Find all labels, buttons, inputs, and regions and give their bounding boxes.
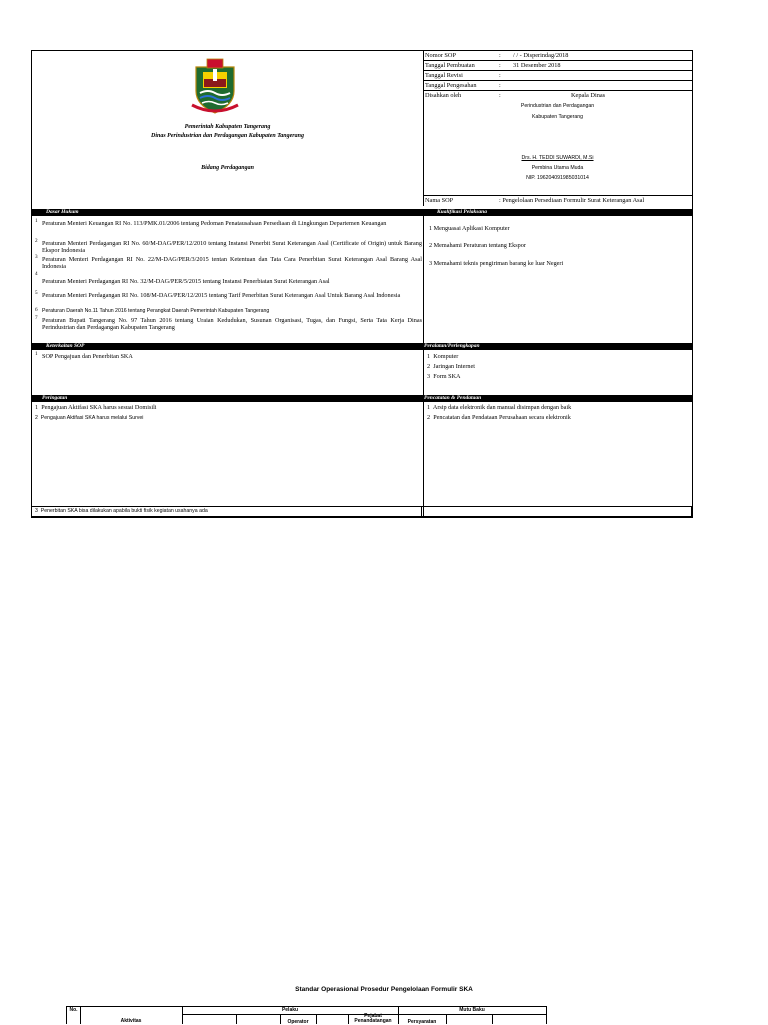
meta-nomor-sop: Nomor SOP : / / - Disperindag/2018: [423, 51, 692, 61]
col-mutu-baku: Mutu Baku: [459, 1007, 485, 1013]
peralatan-item: 2 Jaringan Internet: [427, 363, 475, 370]
section-bar-1: [32, 209, 692, 216]
peralatan-item: 1 Komputer: [427, 353, 459, 360]
column-divider: [423, 209, 424, 517]
section-bar-2: [32, 343, 692, 350]
official-rank: Pembina Utama Muda: [531, 165, 584, 171]
dasar-hukum-item: Peraturan Menteri Perdagangan RI No. 60/M-DAG/PER/12/2010 tentang Instansi Penerbit Surat Keterangan Asal (Certificate of Origin) untuk Barang Ekspor Indonesia: [42, 240, 422, 254]
kualifikasi-item: 1 Menguasai Aplikasi Komputer: [429, 225, 510, 232]
dasar-hukum-title: Dasar Hukum: [46, 209, 79, 215]
col-operator: Operator: [287, 1019, 309, 1025]
dasar-hukum-item: Peraturan Daerah No.11 Tahun 2016 tentang Perangkat Daerah Pemerintah Kabupaten Tangerang: [42, 308, 270, 314]
pencatatan-item: 1 Arsip data elektronik dan manual disimpan dengan baik: [427, 404, 572, 411]
sop-sheet: Pemerintah Kabupaten Tangerang Dinas Perindustrian dan Perdagangan Kabupaten Tangerang Bidang Perdagangan Nomor SOP : / / - Disperindag/2018 Tanggal Pembuatan : 31 Desember 2018 Tanggal Revisi : Tanggal Pengesahan : Disahkan oleh : Kepala Dinas Perindustrian dan Perdagangan Kabupaten Tangerang Drs. H. TEDDI SUWARDI, M.Si Pembina Utama Muda NIP. 196204091985031014 Nama SOP : Pengelolaan Persediaan Formulir Surat Keterangan Asal Dasar Hukum Kualifikasi Pelaksana 1 Peraturan Menteri Keuangan RI No. 113/PMK.01/2006 tentang Pedoman Penatausahaan Persediaan di Lingkungan Departemen Keuangan 2 Peraturan Menteri Perdagangan RI No. 60/M-DAG/PER/12/2010 tentang Instansi Penerbit Surat Keterangan Asal (Certificate of Origin) untuk Barang Ekspor Indonesia 3 Peraturan Menteri Perdagangan RI No. 22/M-DAG/PER/3/2015 tentan Ketentuan dan Tata Cara Penerbitan Surat Keterangan Asal Barang Asal Indonesia 4 Peraturan Menteri Perdagangan RI No. 32/M-DAG/PER/5/2015 tentang Instansi Penerbiatan Surat Keterangan Asal 5 Peraturan Menteri Perdagangan RI No. 108/M-DAG/PER/12/2015 tentang Tarif Penerbitan Surat Keterangan Asal Untuk Barang Asal Indonesia 6 Peraturan Daerah No.11 Tahun 2016 tentang Perangkat Daerah Pemerintah Kabupaten Tangerang 7 Peraturan Bupati Tangerang No. 97 Tahun 2016 tentang Uraian Kedudukan, Susunan Organisasi, Tugas, dan Fungsi, Serta Tata Kerja Dinas Perindustrian dan Perdagangan Kabupaten Tangerang 1 Menguasai Aplikasi Komputer 2 Memahami Peraturan tentang Ekspor 3 Memahami teknis pengiriman barang ke luar Negeri Keterkaitan SOP Peralatan/Perlengkapan 1 SOP Pengajuan dan Penerbitan SKA 1 Komputer 2 Jaringan Internet 3 Form SKA Peringatan Pencatatan & Pendataan 1 Pengajuan Aktifasi SKA harus sesuai Domisili 2 Pengajuan Aktifasi SKA harus melalui Survei 1 Arsip data elektronik dan manual disimpan dengan baik 2 Pencatatan dan Pendataan Perusahaan secara elektronik: [31, 50, 693, 518]
peringatan-item: 2 Pengajuan Aktifasi SKA harus melalui Survei: [35, 415, 144, 421]
official-name: Drs. H. TEDDI SUWARDI, M.Si: [521, 155, 594, 161]
pencatatan-title: Pencatatan & Pendataan: [424, 395, 482, 401]
sop-header: [32, 51, 692, 206]
tangerang-emblem-icon: [190, 57, 240, 115]
meta-disahkan-oleh: Disahkan oleh : Kepala Dinas: [425, 92, 606, 99]
header-identity: [32, 51, 424, 206]
keterkaitan-title: Keterkaitan SOP: [46, 343, 85, 349]
continuation-divider: [421, 506, 422, 516]
dasar-hukum-item: Peraturan Menteri Perdagangan RI No. 32/M-DAG/PER/5/2015 tentang Instansi Penerbiatan Surat Keterangan Asal: [42, 278, 330, 285]
peringatan-title: Peringatan: [42, 395, 68, 401]
keterkaitan-item: SOP Pengajuan dan Penerbitan SKA: [42, 353, 133, 360]
col-aktivitas: Aktivitas: [120, 1018, 142, 1024]
col-pelaku: Pelaku: [281, 1007, 299, 1013]
col-persyaratan: Persyaratan: [407, 1019, 437, 1025]
pencatatan-item: 2 Pencatatan dan Pendataan Perusahaan secara elektronik: [427, 414, 571, 421]
kualifikasi-item: 2 Memahami Peraturan tentang Ekspor: [429, 242, 526, 249]
page2-title: Standar Operasional Prosedur Pengelolaan Formulir SKA: [295, 986, 473, 993]
sign-line-1: Perindustrian dan Perdagangan: [520, 103, 595, 109]
dasar-hukum-item: Peraturan Menteri Perdagangan RI No. 22/M-DAG/PER/3/2015 tentan Ketentuan dan Tata Cara Penerbitan Surat Keterangan Asal Barang Asal Indonesia: [42, 256, 422, 270]
col-no: No.: [69, 1007, 78, 1013]
sop-name-row: Nama SOP : Pengelolaan Persediaan Formulir Surat Keterangan Asal: [423, 195, 692, 206]
kualifikasi-title: Kualifikasi Pelaksana: [437, 209, 487, 215]
continuation-top-line: [31, 506, 692, 507]
dasar-hukum-item: Peraturan Menteri Keuangan RI No. 113/PMK.01/2006 tentang Pedoman Penatausahaan Persediaan di Lingkungan Departemen Keuangan: [42, 220, 387, 227]
peringatan-item: 3 Penerbitan SKA bisa dilakukan apabila bukti fisik kegiatan usahanya ada: [35, 508, 208, 514]
meta-tanggal-revisi: Tanggal Revisi :: [423, 71, 692, 81]
continuation-right-border: [691, 506, 692, 516]
meta-tanggal-pembuatan: Tanggal Pembuatan : 31 Desember 2018: [423, 61, 692, 71]
official-nip: NIP. 196204091985031014: [526, 175, 589, 181]
division-name: Bidang Perdagangan: [201, 165, 254, 171]
government-name: Pemerintah Kabupaten Tangerang: [184, 124, 271, 130]
header-metadata: [423, 51, 692, 206]
col-pejabat: Pejabat Penandatangan: [354, 1013, 392, 1024]
dasar-hukum-item: Peraturan Menteri Perdagangan RI No. 108/M-DAG/PER/12/2015 tentang Tarif Penerbitan Surat Keterangan Asal Untuk Barang Asal Indonesia: [42, 292, 401, 299]
peralatan-title: Peralatan/Perlengkapan: [424, 343, 480, 349]
continuation-bottom-line: [31, 516, 692, 517]
continuation-left-border: [31, 506, 32, 516]
meta-tanggal-pengesahan: Tanggal Pengesahan :: [423, 81, 692, 91]
peralatan-item: 3 Form SKA: [427, 373, 461, 380]
sign-line-2: Kabupaten Tangerang: [532, 114, 583, 120]
peringatan-item: 1 Pengajuan Aktifasi SKA harus sesuai Domisili: [35, 404, 157, 411]
agency-name: Dinas Perindustrian dan Perdagangan Kabupaten Tangerang: [151, 133, 304, 139]
kualifikasi-item: 3 Memahami teknis pengiriman barang ke luar Negeri: [429, 260, 564, 267]
section-bar-3: [32, 395, 692, 402]
dasar-hukum-item: Peraturan Bupati Tangerang No. 97 Tahun 2016 tentang Uraian Kedudukan, Susunan Organisasi, Tugas, dan Fungsi, Serta Tata Kerja Dinas Perindustrian dan Perdagangan Kabupaten Tangerang: [42, 317, 422, 331]
